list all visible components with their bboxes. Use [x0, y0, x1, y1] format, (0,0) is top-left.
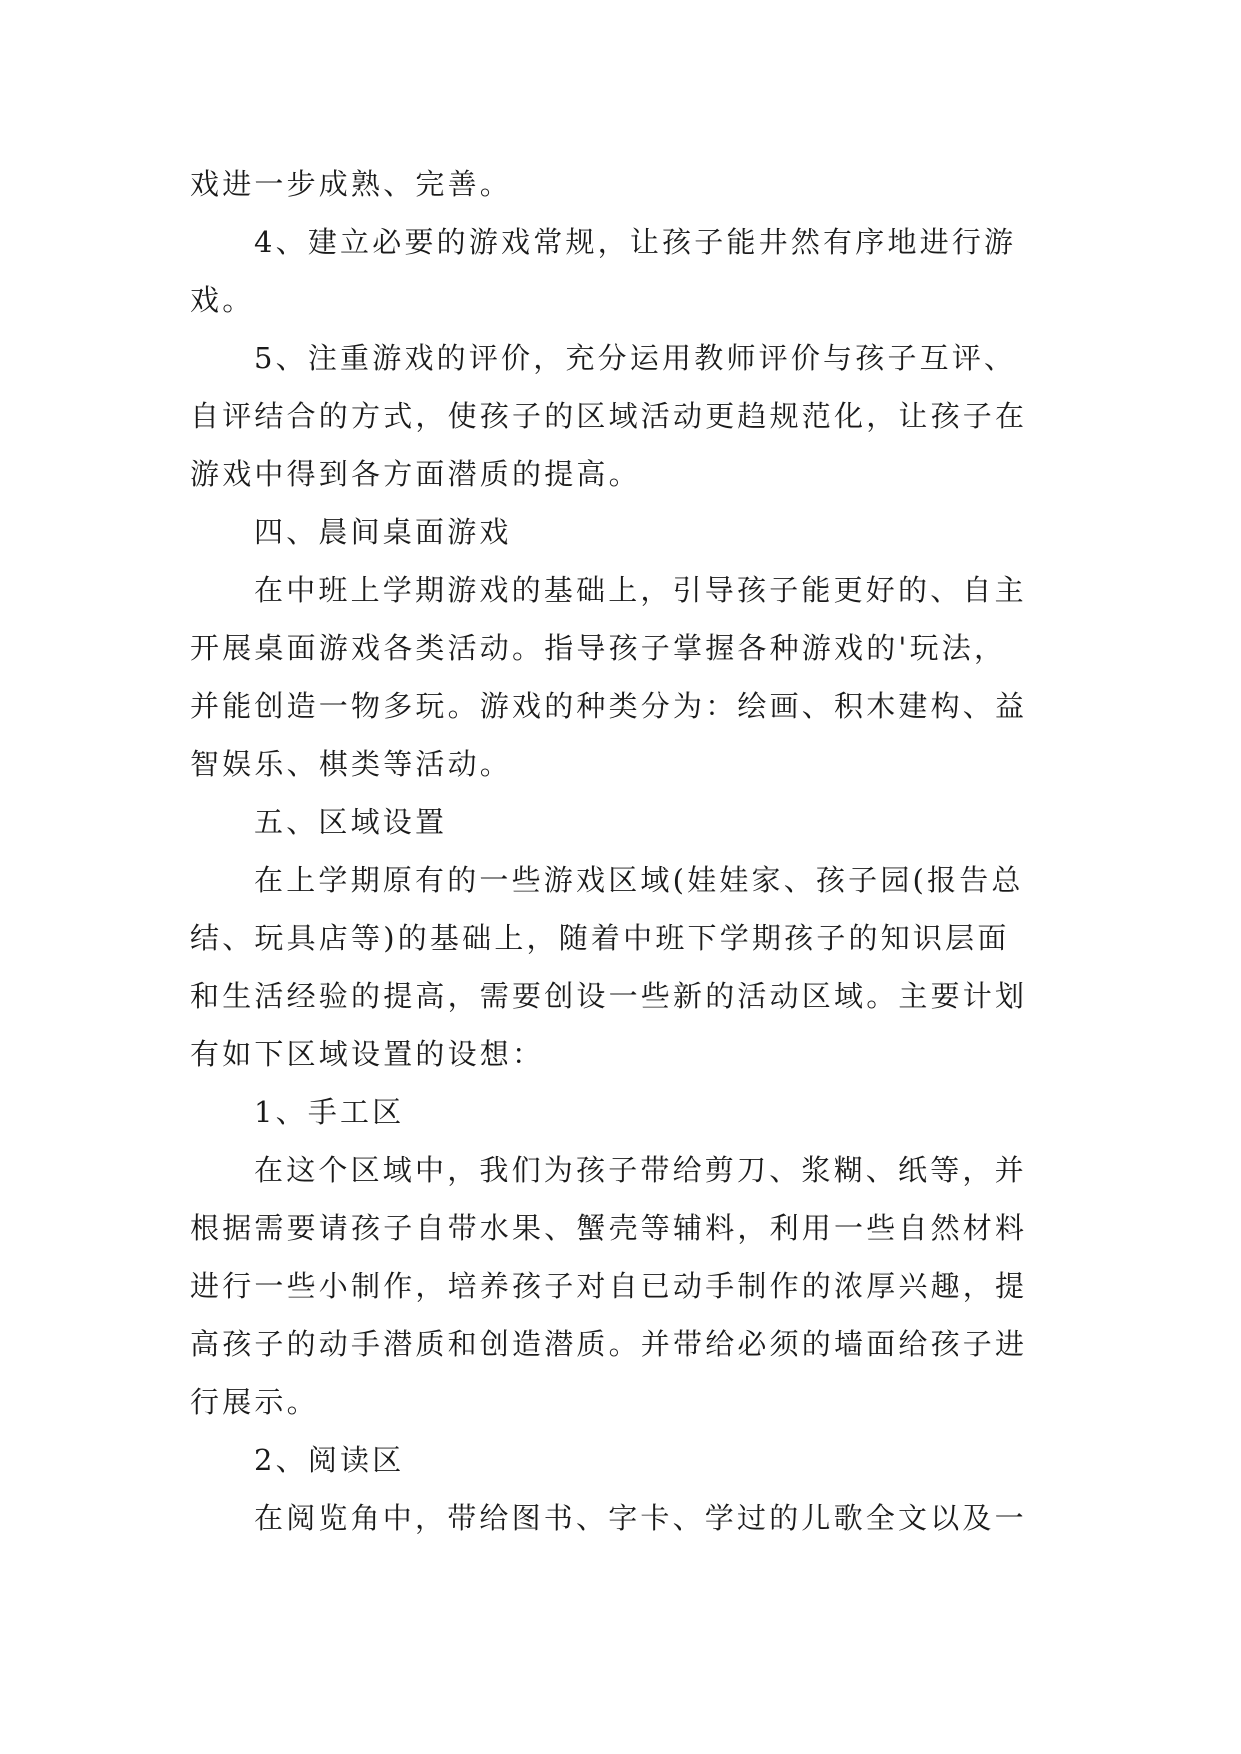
text-line: 结、玩具店等)的基础上，随着中班下学期孩子的知识层面 — [190, 921, 1010, 955]
text-line: 4、建立必要的游戏常规，让孩子能井然有序地进行游 — [254, 225, 1017, 259]
text-line: 戏。 — [190, 283, 255, 317]
text-line: 在阅览角中，带给图书、字卡、学过的儿歌全文以及一 — [254, 1501, 1027, 1535]
text-line: 根据需要请孩子自带水果、蟹壳等辅料，利用一些自然材料 — [190, 1211, 1028, 1245]
document-body — [190, 155, 1050, 1547]
text-line: 自评结合的方式，使孩子的区域活动更趋规范化，让孩子在 — [190, 399, 1028, 433]
text-line: 在这个区域中，我们为孩子带给剪刀、浆糊、纸等，并 — [254, 1153, 1027, 1187]
text-line: 有如下区域设置的设想： — [190, 1037, 545, 1071]
text-line: 并能创造一物多玩。游戏的种类分为：绘画、积木建构、益 — [190, 689, 1028, 723]
text-line: 戏进一步成熟、完善。 — [190, 167, 513, 201]
text-line: 开展桌面游戏各类活动。指导孩子掌握各种游戏的'玩法， — [190, 631, 1007, 665]
text-line: 在上学期原有的一些游戏区域(娃娃家、孩子园(报告总 — [254, 863, 1024, 897]
text-line: 智娱乐、棋类等活动。 — [190, 747, 513, 781]
text-line: 行展示。 — [190, 1385, 319, 1419]
section-heading: 四、晨间桌面游戏 — [254, 515, 512, 549]
text-line: 5、注重游戏的评价，充分运用教师评价与孩子互评、 — [254, 341, 1017, 375]
section-heading: 五、区域设置 — [254, 805, 448, 839]
subsection-heading: 1、手工区 — [254, 1095, 405, 1129]
text-line: 游戏中得到各方面潜质的提高。 — [190, 457, 641, 491]
text-line: 在中班上学期游戏的基础上，引导孩子能更好的、自主 — [254, 573, 1027, 607]
text-line: 和生活经验的提高，需要创设一些新的活动区域。主要计划 — [190, 979, 1028, 1013]
subsection-heading: 2、阅读区 — [254, 1443, 405, 1477]
text-line: 高孩子的动手潜质和创造潜质。并带给必须的墙面给孩子进 — [190, 1327, 1028, 1361]
text-line: 进行一些小制作，培养孩子对自已动手制作的浓厚兴趣，提 — [190, 1269, 1028, 1303]
